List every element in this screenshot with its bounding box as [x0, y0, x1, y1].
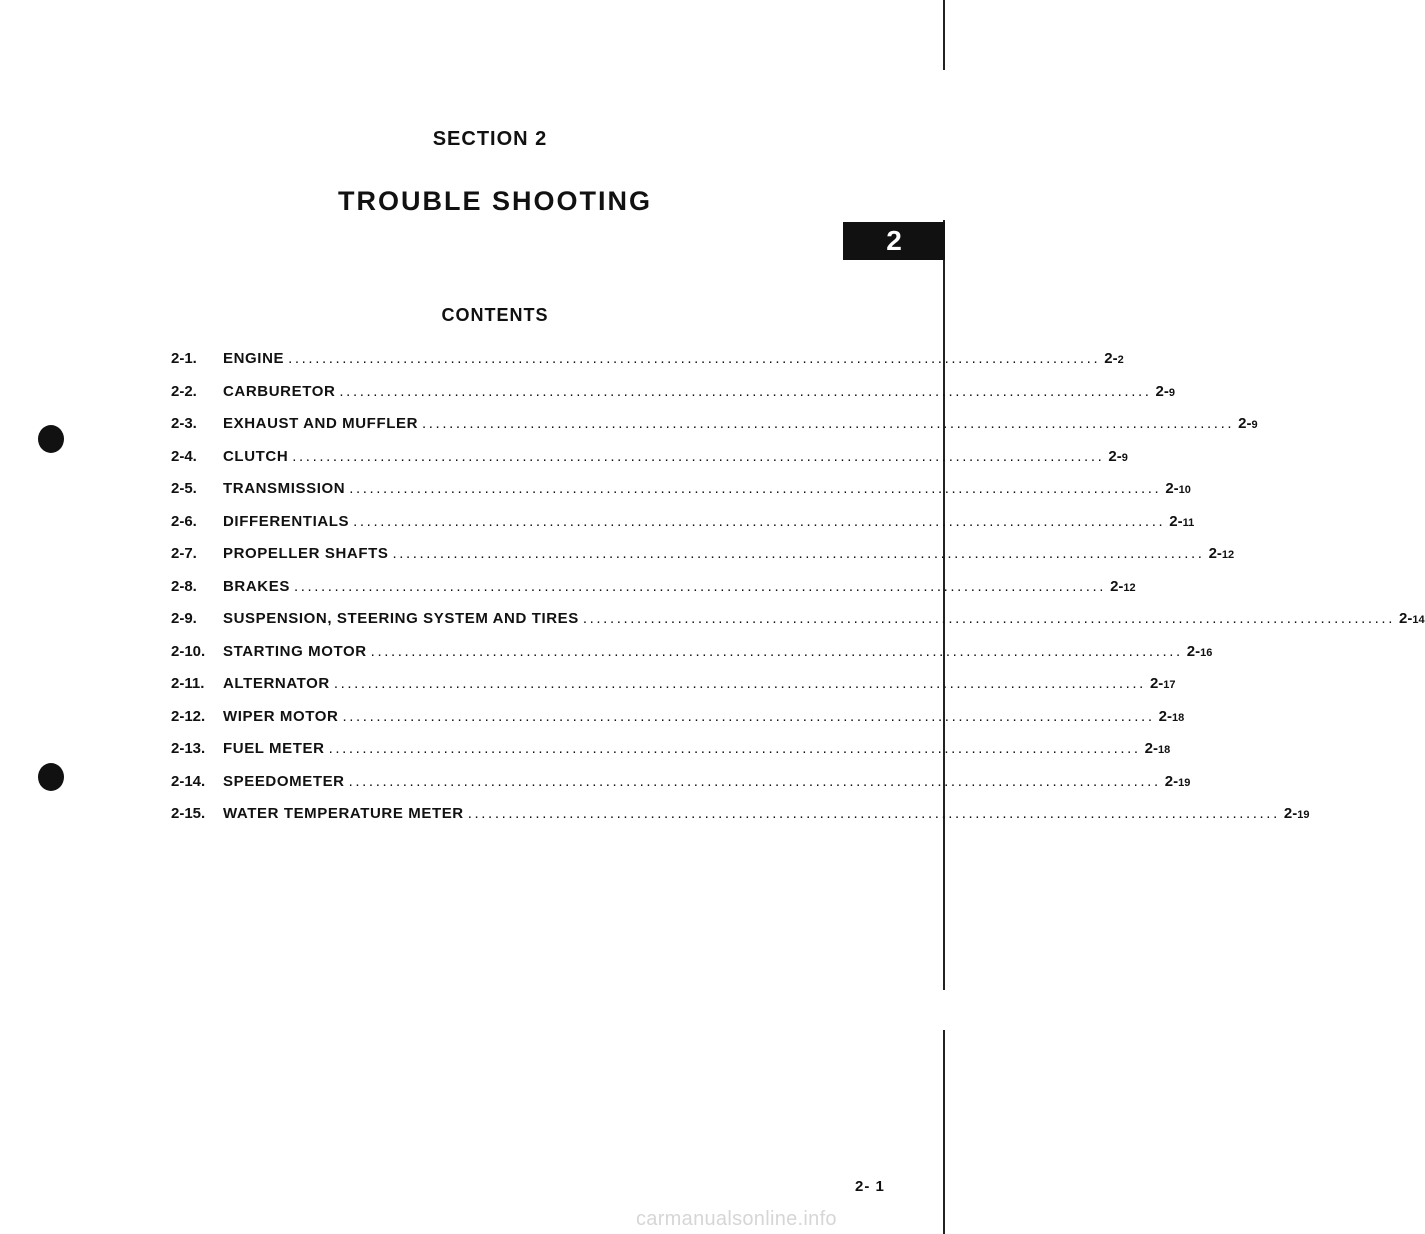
toc-entry-page — [1399, 610, 1425, 627]
toc-leader-dots: ........................................................................................................................ — [339, 382, 1152, 400]
toc-entry[interactable] — [171, 772, 1191, 806]
toc-entry-title: CLUTCH — [223, 447, 289, 465]
toc-entry-number: 2-3. — [171, 415, 197, 432]
section-label: SECTION 2 — [432, 128, 548, 150]
watermark: carmanualsonline.info — [636, 1208, 837, 1230]
toc-entry-number: 2-5. — [171, 480, 197, 497]
punch-hole-bottom — [38, 763, 64, 791]
toc-entry-number: 2-14. — [171, 772, 206, 790]
toc-leader-dots: ........................................................................................................................ — [422, 415, 1235, 432]
toc-entry[interactable] — [171, 350, 1124, 383]
toc-entry[interactable] — [171, 382, 1175, 416]
toc-entry-page-suffix: 18 — [1171, 711, 1185, 724]
toc-entry-title: BRAKES — [223, 577, 290, 595]
toc-entry[interactable] — [171, 447, 1128, 481]
toc-entry-title: DIFFERENTIALS — [223, 512, 350, 530]
toc-entry-page — [1238, 415, 1257, 432]
toc-entry[interactable] — [171, 805, 1310, 838]
toc-entry-page — [1108, 448, 1127, 465]
toc-entry-page-prefix: 2- — [1110, 577, 1124, 595]
toc-entry-page — [1169, 513, 1194, 530]
toc-entry-page-prefix: 2- — [1164, 772, 1179, 790]
page-number: 2- 1 — [855, 1178, 885, 1195]
toc-leader-dots: ........................................................................................................................ — [370, 642, 1183, 660]
toc-entry-title: STARTING MOTOR — [223, 642, 367, 660]
toc-entry-title: SUSPENSION, STEERING SYSTEM AND TIRES — [223, 610, 579, 627]
toc-entry[interactable] — [171, 545, 1235, 578]
toc-entry-number: 2-12. — [171, 707, 206, 725]
toc-entry-page-suffix: 16 — [1200, 646, 1213, 659]
toc-entry-page — [1165, 773, 1191, 790]
toc-leader-dots: ........................................................................................................................ — [328, 740, 1141, 757]
toc-leader-dots: ........................................................................................................................ — [342, 707, 1155, 725]
toc-entry-number: 2-1. — [171, 350, 197, 367]
toc-entry-title: ALTERNATOR — [223, 675, 330, 692]
toc-entry-page — [1187, 643, 1213, 660]
toc-entry-number: 2-6. — [171, 512, 197, 530]
section-tab — [843, 222, 945, 260]
section-tab-label: 2 — [886, 225, 902, 256]
toc-entry-title: FUEL METER — [223, 740, 325, 757]
toc-entry-page-suffix: 14 — [1412, 614, 1425, 626]
toc-entry-page-prefix: 2- — [1208, 545, 1222, 562]
toc-entry-page-prefix: 2- — [1398, 610, 1413, 627]
toc-leader-dots: ........................................................................................................................ — [582, 610, 1395, 627]
toc-entry-page-prefix: 2- — [1186, 642, 1201, 660]
toc-entry-page — [1104, 350, 1123, 367]
toc-entry-page-prefix: 2- — [1165, 480, 1179, 497]
toc-entry-page-prefix: 2- — [1104, 350, 1118, 367]
toc-entry[interactable] — [171, 642, 1213, 676]
contents-heading: CONTENTS — [441, 305, 549, 325]
toc-entry-page — [1165, 480, 1191, 497]
toc-entry-number: 2-4. — [171, 447, 197, 465]
toc-entry-page-suffix: 9 — [1251, 419, 1258, 431]
toc-entry-page-suffix: 2 — [1117, 354, 1124, 366]
toc-entry-page-suffix: 17 — [1163, 679, 1176, 691]
toc-entry-number: 2-2. — [171, 382, 197, 400]
toc-leader-dots: ........................................................................................................................ — [333, 675, 1146, 692]
toc-entry-page-suffix: 18 — [1158, 744, 1171, 756]
toc-entry[interactable] — [171, 610, 1425, 643]
toc-entry[interactable] — [171, 480, 1191, 513]
toc-entry-title: SPEEDOMETER — [223, 772, 345, 790]
toc-entry-page-prefix: 2- — [1155, 382, 1169, 400]
toc-entry-title: EXHAUST AND MUFFLER — [223, 415, 419, 432]
toc-entry-number: 2-15. — [171, 805, 206, 822]
toc-entry-page — [1110, 578, 1136, 595]
toc-leader-dots: ........................................................................................................................ — [392, 545, 1205, 562]
punch-hole-top — [38, 425, 64, 453]
toc-entry-page-suffix: 10 — [1178, 484, 1191, 496]
toc-entry-page-prefix: 2- — [1283, 805, 1298, 822]
toc-entry-page — [1150, 675, 1176, 692]
toc-leader-dots: ........................................................................................................................ — [467, 805, 1280, 822]
toc-entry-page-suffix: 19 — [1178, 776, 1191, 789]
toc-entry-title: WIPER MOTOR — [223, 707, 339, 725]
toc-entry-number: 2-8. — [171, 577, 197, 595]
page-edge-rule-gap — [940, 990, 948, 1030]
toc-entry[interactable] — [171, 512, 1195, 546]
toc-entry-page-prefix: 2- — [1238, 415, 1252, 432]
toc-leader-dots: ........................................................................................................................ — [293, 577, 1107, 595]
toc-entry-page-suffix: 9 — [1121, 451, 1128, 464]
toc-leader-dots: ........................................................................................................................ — [292, 447, 1105, 465]
toc-entry-number: 2-13. — [171, 740, 206, 757]
toc-entry-page-suffix: 19 — [1297, 809, 1310, 821]
toc-entry-title: CARBURETOR — [223, 382, 336, 400]
toc-entry-title: WATER TEMPERATURE METER — [223, 805, 464, 822]
toc-entry-title: ENGINE — [223, 350, 285, 367]
toc-entry-number: 2-9. — [171, 610, 197, 627]
toc-entry-number: 2-10. — [171, 642, 206, 660]
toc-entry[interactable] — [171, 415, 1258, 448]
toc-entry-page-suffix: 9 — [1168, 386, 1175, 399]
table-of-contents — [171, 350, 1425, 838]
toc-entry-number: 2-7. — [171, 545, 197, 562]
toc-entry[interactable] — [171, 740, 1171, 773]
toc-entry-page — [1145, 740, 1171, 757]
toc-entry-page — [1209, 545, 1235, 562]
toc-entry[interactable] — [171, 577, 1136, 611]
toc-leader-dots: ........................................................................................................................ — [353, 512, 1166, 530]
toc-entry[interactable] — [171, 675, 1176, 708]
toc-entry-page-prefix: 2- — [1158, 707, 1172, 725]
toc-entry-page-prefix: 2- — [1149, 675, 1164, 692]
toc-leader-dots: ........................................................................................................................ — [348, 772, 1161, 790]
toc-entry-page-suffix: 11 — [1182, 516, 1195, 529]
toc-entry-page — [1159, 708, 1185, 725]
toc-entry-title: TRANSMISSION — [223, 480, 346, 497]
toc-entry-page-suffix: 12 — [1221, 549, 1235, 561]
toc-leader-dots: ........................................................................................................................ — [288, 350, 1101, 367]
toc-entry-page-suffix: 12 — [1123, 581, 1136, 594]
toc-entry-number: 2-11. — [171, 675, 205, 692]
toc-entry-page — [1284, 805, 1310, 822]
toc-entry[interactable] — [171, 707, 1185, 741]
toc-entry-page-prefix: 2- — [1169, 512, 1183, 530]
page-title: TROUBLE SHOOTING — [338, 186, 652, 216]
toc-leader-dots: ........................................................................................................................ — [349, 480, 1162, 497]
toc-entry-page-prefix: 2- — [1108, 447, 1122, 465]
toc-entry-page — [1156, 383, 1175, 400]
toc-entry-title: PROPELLER SHAFTS — [223, 545, 389, 562]
toc-entry-page-prefix: 2- — [1144, 740, 1159, 757]
